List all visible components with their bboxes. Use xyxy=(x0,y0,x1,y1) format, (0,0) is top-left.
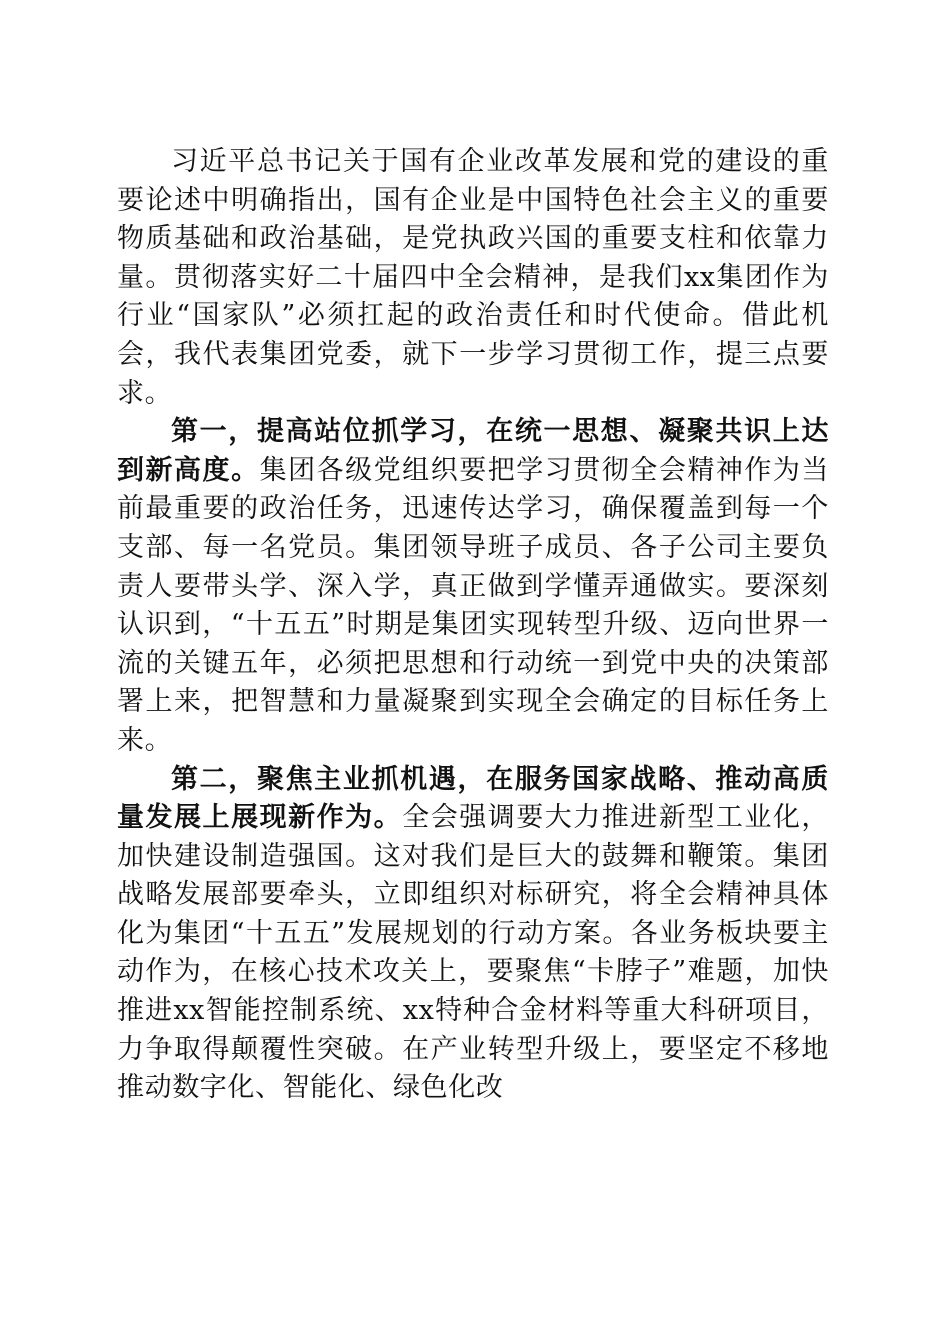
paragraph-lead: 第二，聚焦主业抓机遇，在服务国家战略、推动高质量发展上展现新作为。 xyxy=(117,763,829,834)
paragraph-point-one xyxy=(117,413,829,760)
paragraph-text: 全会强调要大力推进新型工业化，加快建设制造强国。这对我们是巨大的鼓舞和鞭策。集团战略发展部要牵头，立即组织对标研究，将全会精神具体化为集团“十五五”发展规划的行动方案。各业务板块要主动作为，在核心技术攻关上，要聚焦“卡脖子”难题，加快推进xx智能控制系统、xx特种合金材料等重大科研项目，力争取得颠覆性突破。在产业转型升级上，要坚定不移地推动数字化、智能化、绿色化改 xyxy=(117,802,830,1104)
paragraph-text: 集团各级党组织要把学习贯彻全会精神作为当前最重要的政治任务，迅速传达学习，确保覆盖到每一个支部、每一名党员。集团领导班子成员、各子公司主要负责人要带头学、深入学，真正做到学懂弄通做实。要深刻认识到，“十五五”时期是集团实现转型升级、迈向世界一流的关键五年，必须把思想和行动统一到党中央的决策部署上来，把智慧和力量凝聚到实现全会确定的目标任务上来。 xyxy=(117,454,830,756)
paragraph-lead: 第一，提高站位抓学习，在统一思想、凝聚共识上达到新高度。 xyxy=(117,416,829,486)
document-body xyxy=(117,143,829,1108)
paragraph-intro xyxy=(117,143,829,413)
paragraph-point-two xyxy=(117,761,829,1108)
paragraph-text: 习近平总书记关于国有企业改革发展和党的建设的重要论述中明确指出，国有企业是中国特色社会主义的重要物质基础和政治基础，是党执政兴国的重要支柱和依靠力量。贯彻落实好二十届四中全会精神，是我们xx集团作为行业“国家队”必须扛起的政治责任和时代使命。借此机会，我代表集团党委，就下一步学习贯彻工作，提三点要求。 xyxy=(117,146,829,409)
